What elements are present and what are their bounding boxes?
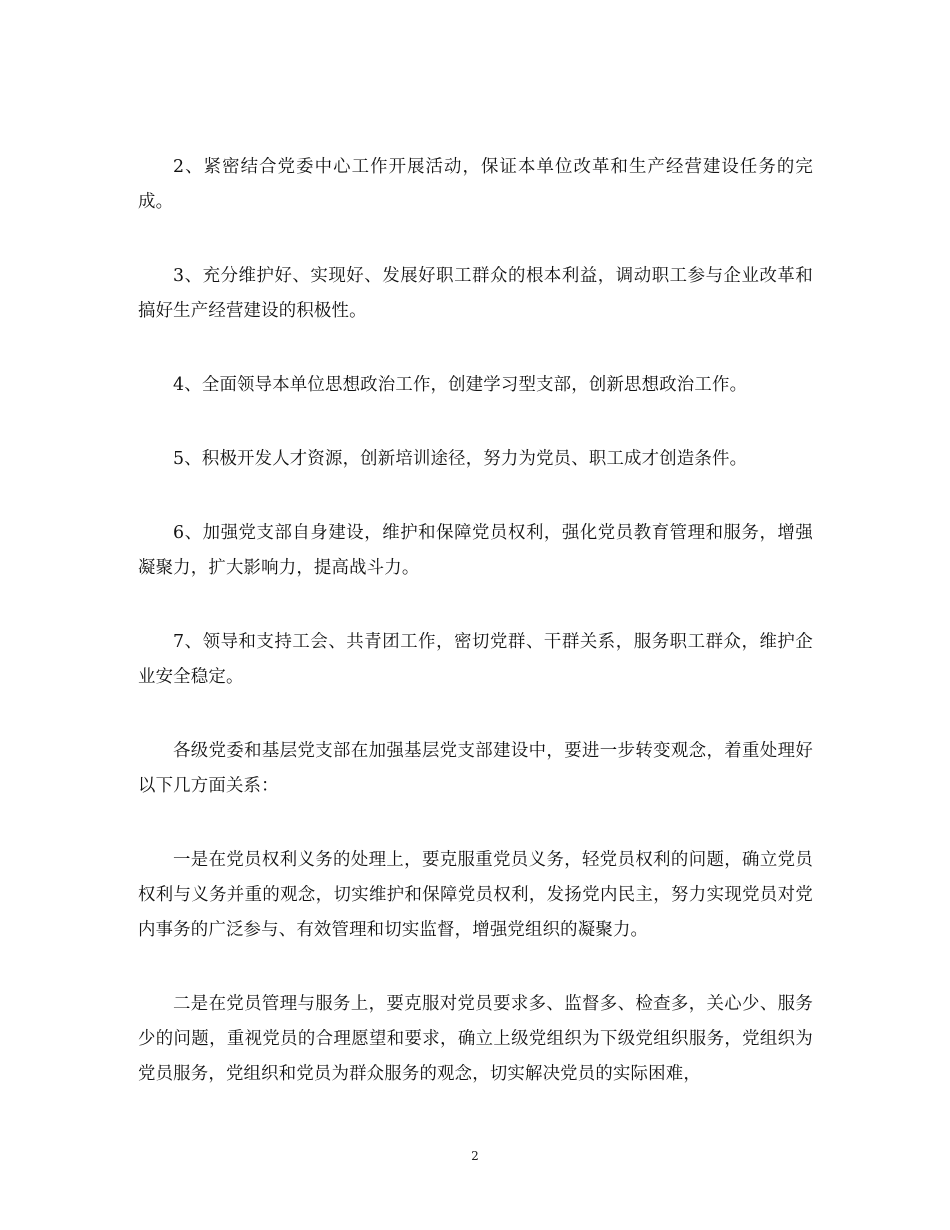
paragraph-item-2: 2、紧密结合党委中心工作开展活动，保证本单位改革和生产经营建设任务的完成。 [138,157,813,212]
document-body [138,150,813,1092]
paragraph-item-5: 5、积极开发人才资源，创新培训途径，努力为党员、职工成才创造条件。 [173,449,748,469]
paragraph-relations-intro: 各级党委和基层党支部在加强基层党支部建设中，要进一步转变观念，着重处理好以下几方面关系： [138,741,813,796]
paragraph-item-4: 4、全面领导本单位思想政治工作，创建学习型支部，创新思想政治工作。 [173,375,748,395]
paragraph-management-service: 二是在党员管理与服务上，要克服对党员要求多、监督多、检查多，关心少、服务少的问题，重视党员的合理愿望和要求，确立上级党组织为下级党组织服务，党组织为党员服务，党组织和党员为群众服务的观念，切实解决党员的实际困难， [138,994,813,1084]
paragraph-rights-obligations: 一是在党员权利义务的处理上，要克服重党员义务，轻党员权利的问题，确立党员权利与义务并重的观念，切实维护和保障党员权利，发扬党内民主，努力实现党员对党内事务的广泛参与、有效管理和切实监督，增强党组织的凝聚力。 [138,850,813,940]
page-number: 2 [471,1149,479,1163]
paragraph-item-6: 6、加强党支部自身建设，维护和保障党员权利，强化党员教育管理和服务，增强凝聚力，扩大影响力，提高战斗力。 [138,523,813,578]
paragraph-item-3: 3、充分维护好、实现好、发展好职工群众的根本利益，调动职工参与企业改革和搞好生产经营建设的积极性。 [138,266,813,321]
paragraph-item-7: 7、领导和支持工会、共青团工作，密切党群、干群关系，服务职工群众，维护企业安全稳定。 [138,632,813,687]
